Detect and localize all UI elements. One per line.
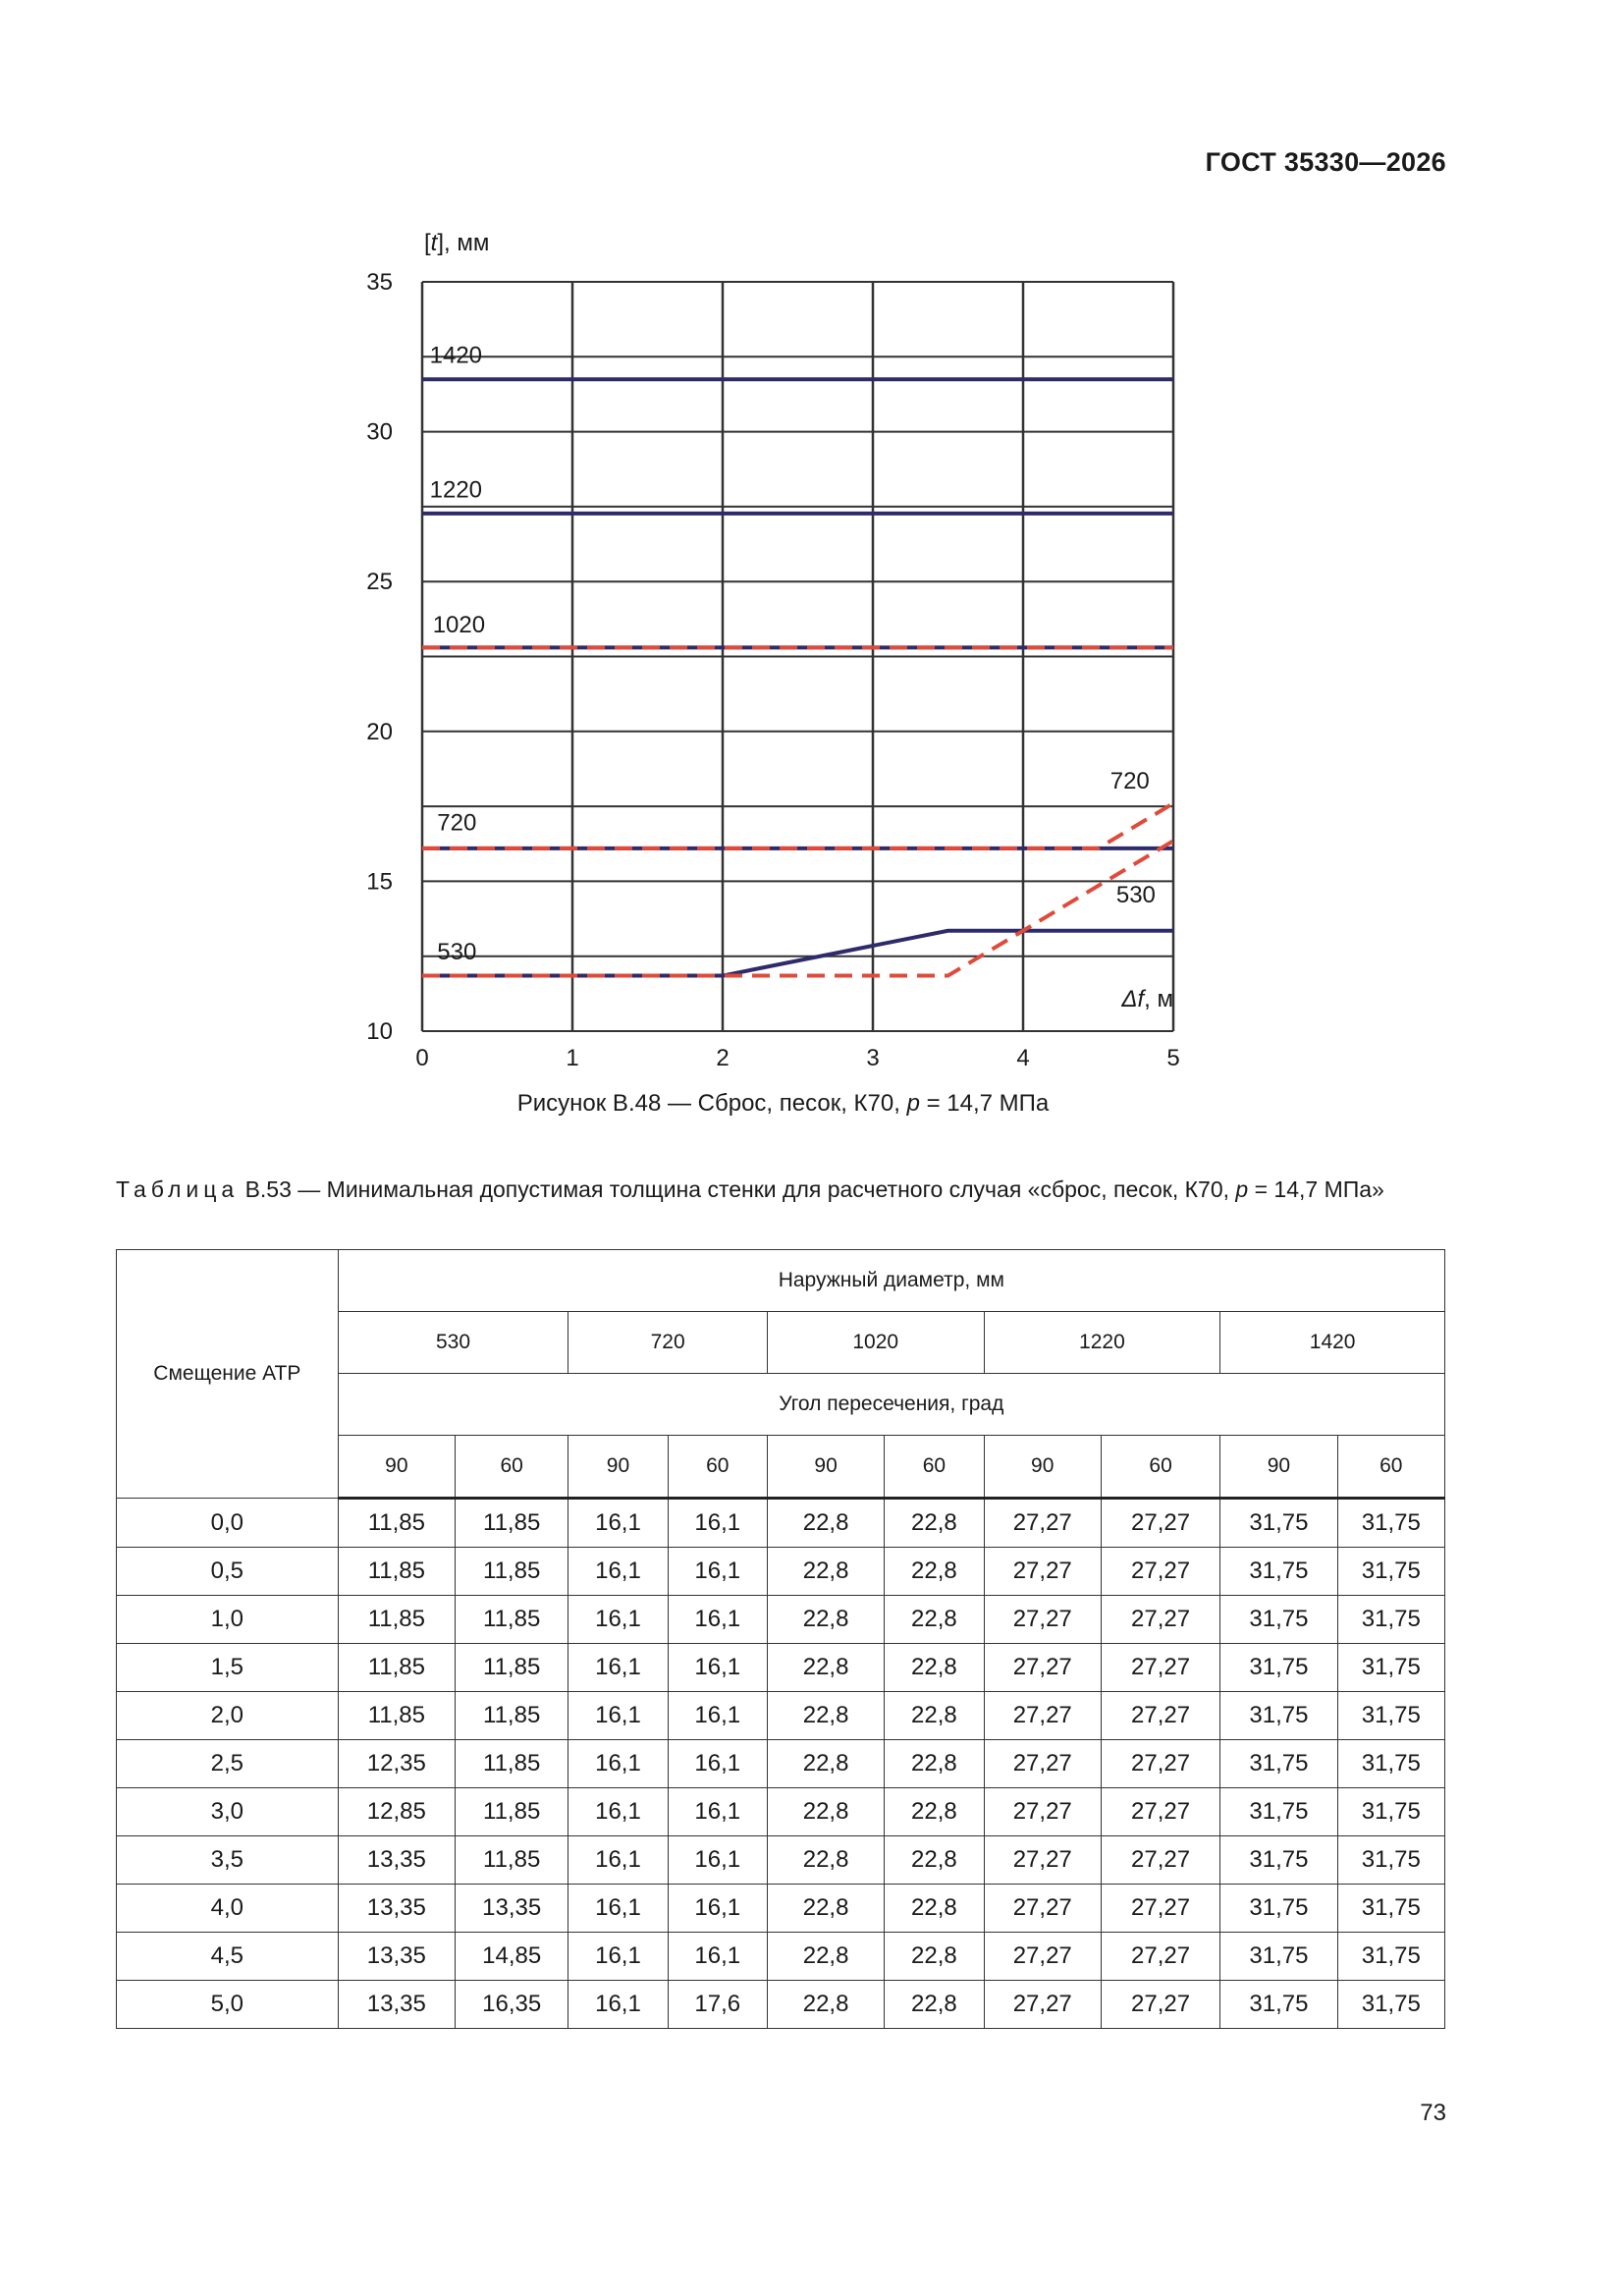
thickness-cell: 31,75 [1220, 1981, 1337, 2029]
thickness-cell: 16,1 [668, 1596, 767, 1644]
chart-ticks [366, 269, 1179, 1071]
thickness-cell: 16,1 [568, 1499, 668, 1548]
thickness-cell: 16,1 [568, 1692, 668, 1740]
thickness-cell: 16,1 [668, 1644, 767, 1692]
thickness-cell: 27,27 [984, 1692, 1101, 1740]
thickness-cell: 22,8 [885, 1836, 984, 1885]
thickness-cell: 31,75 [1337, 1836, 1444, 1885]
thickness-cell: 16,1 [668, 1788, 767, 1836]
thickness-cell: 27,27 [984, 1644, 1101, 1692]
thickness-cell: 11,85 [456, 1499, 568, 1548]
x-axis-label: Δf, м [1121, 986, 1173, 1012]
thickness-cell: 16,1 [568, 1740, 668, 1788]
x-tick-label: 0 [415, 1045, 429, 1071]
thickness-cell: 22,8 [885, 1788, 984, 1836]
offset-cell: 3,5 [117, 1836, 339, 1885]
thickness-cell: 22,8 [885, 1548, 984, 1596]
table-row [117, 1836, 1445, 1885]
wall-thickness-table [116, 1249, 1445, 2029]
thickness-cell: 11,85 [338, 1499, 455, 1548]
series-label: 1220 [429, 476, 483, 504]
thickness-cell: 11,85 [456, 1836, 568, 1885]
angle-header-cell: Угол пересечения, град [338, 1374, 1444, 1436]
thickness-cell: 27,27 [984, 1885, 1101, 1933]
series-label: 530 [437, 938, 477, 965]
thickness-cell: 31,75 [1337, 1933, 1444, 1981]
thickness-cell: 27,27 [984, 1548, 1101, 1596]
offset-cell: 4,0 [117, 1885, 339, 1933]
thickness-cell: 31,75 [1337, 1740, 1444, 1788]
thickness-cell: 31,75 [1220, 1885, 1337, 1933]
series-label: 1020 [432, 612, 486, 639]
thickness-cell: 22,8 [885, 1499, 984, 1548]
thickness-cell: 22,8 [767, 1788, 884, 1836]
diameter-header-cell: Наружный диаметр, мм [338, 1250, 1444, 1312]
thickness-cell: 22,8 [885, 1596, 984, 1644]
table-caption-label: Таблица [116, 1176, 240, 1202]
thickness-cell: 22,8 [767, 1596, 884, 1644]
thickness-cell: 11,85 [338, 1692, 455, 1740]
thickness-cell: 22,8 [885, 1885, 984, 1933]
thickness-cell: 27,27 [984, 1933, 1101, 1981]
thickness-cell: 22,8 [767, 1885, 884, 1933]
table-row [117, 1885, 1445, 1933]
angle-cell: 90 [1220, 1436, 1337, 1499]
x-tick-label: 3 [866, 1045, 880, 1071]
thickness-cell: 16,1 [568, 1788, 668, 1836]
thickness-cell: 22,8 [767, 1933, 884, 1981]
y-axis-label: [t], мм [424, 230, 490, 256]
thickness-cell: 22,8 [767, 1548, 884, 1596]
angle-cell: 60 [668, 1436, 767, 1499]
thickness-cell: 16,1 [668, 1885, 767, 1933]
thickness-cell: 13,35 [338, 1836, 455, 1885]
series-label: 1420 [429, 342, 483, 369]
offset-cell: 5,0 [117, 1981, 339, 2029]
thickness-cell: 22,8 [885, 1981, 984, 2029]
thickness-cell: 16,1 [668, 1499, 767, 1548]
chart-grid [422, 282, 1173, 1031]
thickness-cell: 31,75 [1220, 1548, 1337, 1596]
diameter-cell: 1220 [984, 1312, 1220, 1374]
thickness-cell: 31,75 [1220, 1596, 1337, 1644]
thickness-cell: 16,1 [568, 1596, 668, 1644]
thickness-cell: 27,27 [1101, 1981, 1219, 2029]
series-label: 720 [437, 809, 477, 837]
thickness-cell: 13,35 [456, 1885, 568, 1933]
thickness-cell: 11,85 [338, 1644, 455, 1692]
angle-cell: 60 [1337, 1436, 1444, 1499]
thickness-cell: 16,1 [668, 1692, 767, 1740]
diameter-cell: 720 [568, 1312, 768, 1374]
thickness-cell: 12,35 [338, 1740, 455, 1788]
angle-cell: 60 [885, 1436, 984, 1499]
thickness-cell: 22,8 [767, 1740, 884, 1788]
table-row [117, 1981, 1445, 2029]
offset-cell: 2,5 [117, 1740, 339, 1788]
thickness-cell: 31,75 [1337, 1981, 1444, 2029]
thickness-cell: 22,8 [767, 1644, 884, 1692]
diameter-cell: 530 [338, 1312, 568, 1374]
thickness-cell: 11,85 [338, 1596, 455, 1644]
x-tick-label: 2 [716, 1045, 730, 1071]
thickness-cell: 14,85 [456, 1933, 568, 1981]
table-row [117, 1596, 1445, 1644]
offset-cell: 3,0 [117, 1788, 339, 1836]
thickness-cell: 13,35 [338, 1933, 455, 1981]
offset-cell: 1,5 [117, 1644, 339, 1692]
thickness-cell: 13,35 [338, 1981, 455, 2029]
thickness-cell: 27,27 [1101, 1933, 1219, 1981]
angle-cell: 60 [1101, 1436, 1219, 1499]
thickness-cell: 31,75 [1337, 1499, 1444, 1548]
angle-cell: 90 [767, 1436, 884, 1499]
diameter-cell: 1420 [1220, 1312, 1445, 1374]
thickness-cell: 17,6 [668, 1981, 767, 2029]
thickness-cell: 31,75 [1337, 1788, 1444, 1836]
thickness-cell: 27,27 [1101, 1499, 1219, 1548]
y-tick-label: 20 [366, 718, 393, 745]
thickness-cell: 11,85 [338, 1548, 455, 1596]
thickness-cell: 27,27 [984, 1981, 1101, 2029]
thickness-cell: 27,27 [1101, 1644, 1219, 1692]
thickness-cell: 16,1 [668, 1933, 767, 1981]
thickness-cell: 27,27 [1101, 1548, 1219, 1596]
table-caption: Таблица В.53 — Минимальная допустимая толщина стенки для расчетного случая «сброс, песок, К70, p = 14,7 МПа» [116, 1176, 1384, 1202]
thickness-cell: 12,85 [338, 1788, 455, 1836]
angle-cell: 90 [984, 1436, 1101, 1499]
y-tick-label: 25 [366, 569, 393, 596]
thickness-cell: 31,75 [1337, 1644, 1444, 1692]
thickness-cell: 11,85 [456, 1548, 568, 1596]
y-tick-label: 30 [366, 418, 393, 446]
thickness-cell: 16,1 [568, 1548, 668, 1596]
thickness-cell: 16,1 [668, 1548, 767, 1596]
offset-cell: 2,0 [117, 1692, 339, 1740]
y-tick-label: 35 [366, 269, 393, 296]
thickness-cell: 31,75 [1337, 1548, 1444, 1596]
thickness-cell: 11,85 [456, 1644, 568, 1692]
thickness-cell: 22,8 [885, 1933, 984, 1981]
series-label: 530 [1115, 881, 1156, 908]
thickness-cell: 31,75 [1220, 1933, 1337, 1981]
angle-cell: 90 [568, 1436, 668, 1499]
offset-cell: 0,0 [117, 1499, 339, 1548]
x-tick-label: 1 [566, 1045, 579, 1071]
chart-series [422, 379, 1173, 975]
table-row [117, 1692, 1445, 1740]
document-header: ГОСТ 35330—2026 [1205, 147, 1446, 177]
thickness-cell: 31,75 [1337, 1885, 1444, 1933]
thickness-cell: 16,1 [568, 1644, 668, 1692]
thickness-cell: 11,85 [456, 1788, 568, 1836]
thickness-cell: 27,27 [984, 1788, 1101, 1836]
thickness-cell: 27,27 [1101, 1885, 1219, 1933]
thickness-cell: 16,1 [568, 1885, 668, 1933]
thickness-cell: 31,75 [1220, 1692, 1337, 1740]
page-number: 73 [1420, 2100, 1446, 2126]
series-line-720-dashed [422, 803, 1173, 848]
thickness-cell: 31,75 [1337, 1692, 1444, 1740]
thickness-cell: 27,27 [984, 1836, 1101, 1885]
thickness-cell: 31,75 [1220, 1740, 1337, 1788]
angle-cell: 90 [338, 1436, 455, 1499]
offset-cell: 1,0 [117, 1596, 339, 1644]
thickness-cell: 31,75 [1220, 1499, 1337, 1548]
offset-cell: 4,5 [117, 1933, 339, 1981]
thickness-cell: 22,8 [885, 1644, 984, 1692]
thickness-cell: 27,27 [1101, 1692, 1219, 1740]
table-body [117, 1499, 1445, 2029]
thickness-cell: 31,75 [1337, 1596, 1444, 1644]
thickness-cell: 31,75 [1220, 1788, 1337, 1836]
x-tick-label: 5 [1166, 1045, 1180, 1071]
thickness-cell: 22,8 [767, 1836, 884, 1885]
offset-cell: 0,5 [117, 1548, 339, 1596]
y-tick-label: 10 [366, 1018, 393, 1045]
thickness-cell: 27,27 [1101, 1788, 1219, 1836]
series-label: 720 [1109, 767, 1150, 794]
thickness-cell: 16,1 [568, 1836, 668, 1885]
thickness-cell: 27,27 [984, 1740, 1101, 1788]
thickness-cell: 27,27 [1101, 1740, 1219, 1788]
angle-cell: 60 [456, 1436, 568, 1499]
thickness-cell: 16,35 [456, 1981, 568, 2029]
thickness-cell: 22,8 [767, 1692, 884, 1740]
row-header-cell: Смещение АТР [117, 1250, 339, 1499]
series-line-530-solid [422, 931, 1173, 976]
thickness-cell: 27,27 [1101, 1836, 1219, 1885]
thickness-cell: 13,35 [338, 1885, 455, 1933]
wall-thickness-chart [334, 221, 1217, 1085]
table-row [117, 1933, 1445, 1981]
y-tick-label: 15 [366, 868, 393, 896]
thickness-cell: 27,27 [984, 1499, 1101, 1548]
thickness-cell: 16,1 [668, 1836, 767, 1885]
thickness-cell: 11,85 [456, 1692, 568, 1740]
thickness-cell: 16,1 [668, 1740, 767, 1788]
thickness-cell: 16,1 [568, 1981, 668, 2029]
thickness-cell: 22,8 [767, 1499, 884, 1548]
thickness-cell: 22,8 [767, 1981, 884, 2029]
table-row [117, 1499, 1445, 1548]
table-row [117, 1548, 1445, 1596]
thickness-cell: 31,75 [1220, 1836, 1337, 1885]
x-tick-label: 4 [1016, 1045, 1030, 1071]
table-row [117, 1788, 1445, 1836]
thickness-cell: 27,27 [1101, 1596, 1219, 1644]
chart-annotations [430, 342, 1156, 964]
thickness-cell: 11,85 [456, 1596, 568, 1644]
thickness-cell: 22,8 [885, 1692, 984, 1740]
thickness-cell: 22,8 [885, 1740, 984, 1788]
thickness-cell: 16,1 [568, 1933, 668, 1981]
thickness-cell: 31,75 [1220, 1644, 1337, 1692]
figure-caption: Рисунок В.48 — Сброс, песок, К70, p = 14,7 МПа [516, 1090, 1050, 1117]
thickness-cell: 27,27 [984, 1596, 1101, 1644]
thickness-cell: 11,85 [456, 1740, 568, 1788]
table-row [117, 1740, 1445, 1788]
table-row [117, 1644, 1445, 1692]
diameter-cell: 1020 [767, 1312, 984, 1374]
